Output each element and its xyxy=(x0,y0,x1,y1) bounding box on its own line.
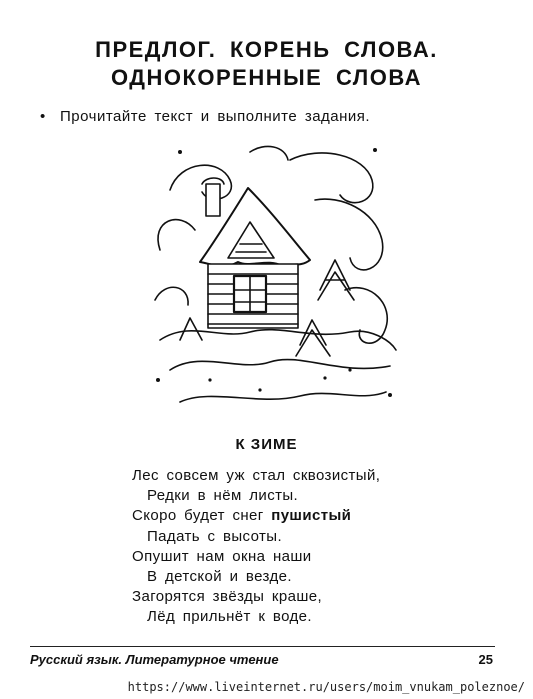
poem-line: Редки в нём листы. xyxy=(147,487,299,505)
poem-line: Опушит нам окна наши xyxy=(132,547,312,565)
poem-line: Падать с высоты. xyxy=(147,527,283,545)
snowy-house-illustration-icon xyxy=(150,140,398,420)
page-number: 25 xyxy=(478,652,493,667)
bullet-icon: • xyxy=(40,108,46,125)
page-title-line-2: ОДНОКОРЕННЫЕ СЛОВА xyxy=(110,65,423,90)
footer-divider xyxy=(30,646,495,647)
footer-book-title: Русский язык. Литературное чтение xyxy=(30,652,279,667)
poem-line-text: Скоро будет снег xyxy=(132,507,272,525)
poem-title: К ЗИМЕ xyxy=(235,436,298,453)
poem-line: В детской и везде. xyxy=(147,568,292,586)
poem-bold-word: пушистый xyxy=(271,507,352,525)
watermark-url: https://www.liveinternet.ru/users/moim_vnukam_poleznoe/ xyxy=(127,680,525,694)
poem-line: Лёд прильнёт к воде. xyxy=(147,608,312,626)
instruction-text: Прочитайте текст и выполните задания. xyxy=(60,108,371,125)
page-title-line-1: ПРЕДЛОГ. КОРЕНЬ СЛОВА. xyxy=(95,37,438,62)
poem-line: Лес совсем уж стал сквозистый, xyxy=(132,467,381,484)
page-title xyxy=(0,36,533,92)
instruction xyxy=(40,108,370,125)
poem-line: Загорятся звёзды краше, xyxy=(132,588,323,606)
poem xyxy=(132,466,380,628)
poem-line xyxy=(132,506,380,526)
